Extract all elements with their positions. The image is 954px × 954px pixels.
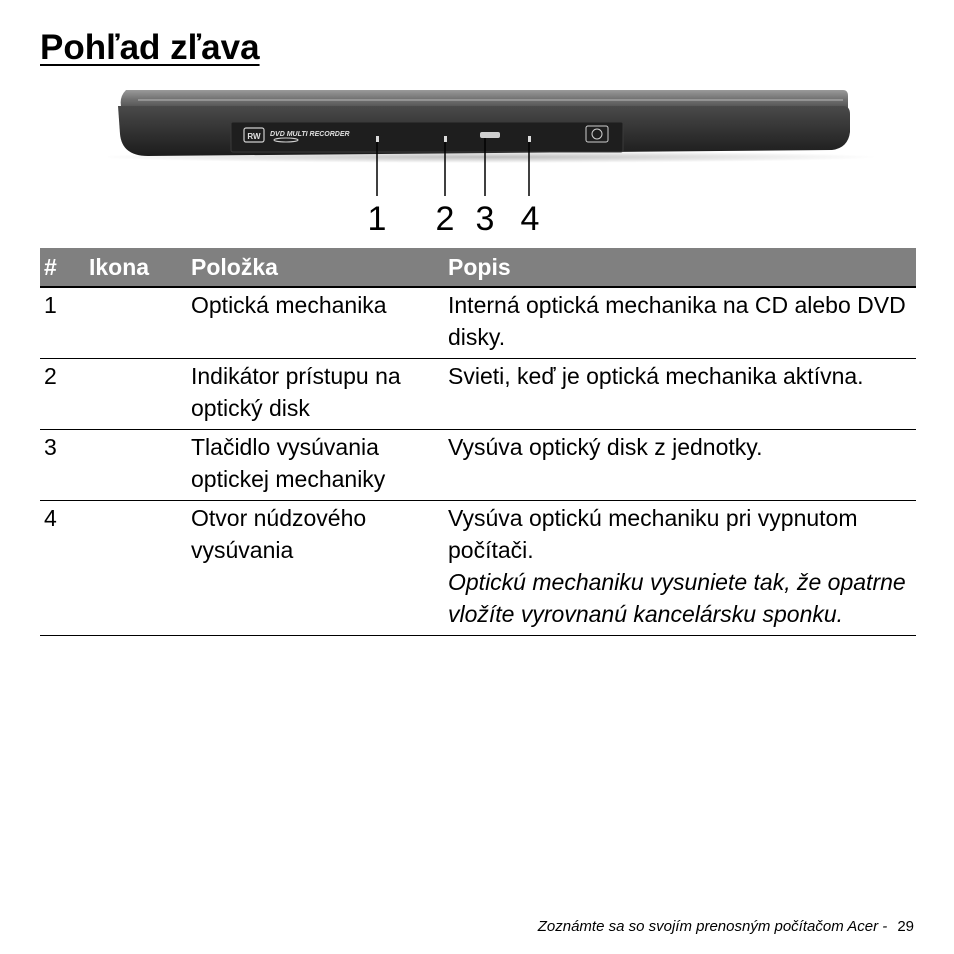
table-row	[40, 430, 916, 501]
page-number: 29	[897, 918, 914, 935]
callout-4: 4	[520, 200, 540, 238]
row-number: 3	[40, 430, 85, 501]
row-description-cell	[444, 501, 916, 636]
row-item: Otvor núdzového vysúvania	[187, 501, 444, 636]
row-item: Optická mechanika	[187, 287, 444, 359]
callout-1: 1	[367, 200, 387, 238]
ports-table	[40, 248, 916, 636]
table-row	[40, 359, 916, 430]
page-title: Pohľad zľava	[40, 28, 260, 67]
dvd-logo: DVD MULTI RECORDER	[270, 131, 350, 138]
header-number: #	[40, 248, 85, 287]
rw-badge: RW	[247, 132, 261, 141]
header-item: Položka	[187, 248, 444, 287]
row-number: 4	[40, 501, 85, 636]
row-description: Vysúva optický disk z jednotky.	[444, 430, 916, 501]
table-row	[40, 287, 916, 359]
row-number: 2	[40, 359, 85, 430]
row-icon	[85, 359, 187, 430]
row-description: Vysúva optickú mechaniku pri vypnutom počítači.	[448, 505, 858, 563]
row-item: Tlačidlo vysúvania optickej mechaniky	[187, 430, 444, 501]
footer-text: Zoznámte sa so svojím prenosným počítačom Acer -	[537, 918, 888, 935]
row-icon	[85, 287, 187, 359]
table-row	[40, 501, 916, 636]
row-number: 1	[40, 287, 85, 359]
callout-2: 2	[435, 200, 455, 238]
table-header-row	[40, 248, 916, 287]
header-description: Popis	[444, 248, 916, 287]
row-description: Interná optická mechanika na CD alebo DVD disky.	[444, 287, 916, 359]
row-item: Indikátor prístupu na optický disk	[187, 359, 444, 430]
header-icon: Ikona	[85, 248, 187, 287]
row-icon	[85, 430, 187, 501]
row-description: Svieti, keď je optická mechanika aktívna.	[444, 359, 916, 430]
page-footer	[538, 918, 914, 935]
callout-3: 3	[475, 200, 495, 238]
laptop-left-side-figure	[108, 84, 878, 244]
row-icon	[85, 501, 187, 636]
row-note: Optickú mechaniku vysuniete tak, že opatrne vložíte vyrovnanú kancelársku sponku.	[448, 569, 906, 627]
